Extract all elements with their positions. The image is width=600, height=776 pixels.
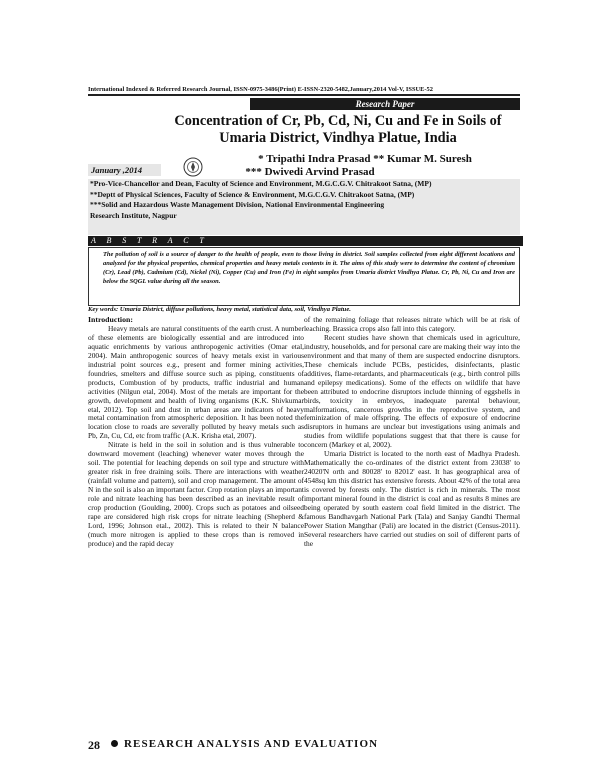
university-seal-icon bbox=[183, 157, 203, 177]
journal-header: International Indexed & Referred Research Journal, ISSN-0975-3486(Print) E-ISSN-2320-5482,January,2014 Vol-V, ISSUE-52 bbox=[88, 86, 433, 93]
authors-line-2: *** Dwivedi Arvind Prasad bbox=[245, 166, 375, 178]
abstract-box bbox=[88, 247, 520, 306]
paragraph: Recent studies have shown that chemicals used in agriculture, industry, households, and for personal care are making their way into the environment and that many of them are suspected endocrine disruptors. These chemicals include PCBs, pesticides, disinfectants, plastic additives, flame-retardants, and pharmaceuticals (e.g., birth control pills and epilepsy medications). Some of the effects on wildlife that have been attributed to endocrine disruptors include thinning of eggshells in birds, toxicity in embryos, inadequate parental behaviour, malformations, cancerous growths in the reproductive system, and feminization of male offspring. The effects of exposure of endocrine disruptors in humans are unclear but investigations using animals and studies from wildlife populations suggest that that there is cause for concern (Markey et al, 2002). bbox=[304, 332, 520, 450]
intro-heading: Introduction: bbox=[88, 315, 133, 324]
affiliation-4: Research Institute, Nagpur bbox=[90, 210, 177, 220]
affiliation-2: **Deptt of Physical Sciences, Faculty of Science & Environment, M.G.C.G.V. Chitrakoot Satna, (MP) bbox=[90, 189, 415, 199]
authors-line-1: * Tripathi Indra Prasad ** Kumar M. Suresh bbox=[258, 153, 472, 165]
abstract-heading: A B S T R A C T bbox=[88, 236, 523, 246]
abstract-text: The pollution of soil is a source of danger to the health of people, even to those living in district. Soil samples collected from eight different locations and analyzed for the physical properties, chemical properties and heavy metals contents in it. The aims of this study were to determine the content of chromium (Cr), Lead (Pb), Cadmium (Cd), Nickel (Ni), Copper (Cu) and Iron (Fe) in eight samples from Umaria district Vindhya Platue. Cr, Pb, Ni, Cu and Iron are below the SQGL value during all the season. bbox=[103, 251, 515, 285]
paragraph: Heavy metals are natural constituents of the earth crust. A number of these elements are biologically essential and are introduced into aquatic enrichments by various anthropogenic activities (Omar etal, 2004). Main anthropogenic sources of heavy metals exist in various industrial point sources e.g., present and former mining activities, foundries, smelters and diffuse source such as piping, constituents of products, Combustion of by products, traffic industrial and human activities (Nilgun etal, 2004). Most of the metals are important for the growth, development and health of living organisms (K.K. Shivkumar etal, 2012). Top soil and dust in urban areas are indicators of heavy metal contamination from atmospheric deposition. It has been noted the location close to roads are severally polluted by heavy metals such as Pb, Zn, Cu, Cd, etc from traffic (A.K. Krisha etal, 2007). bbox=[88, 323, 304, 441]
affiliation-1: *Pro-Vice-Chancellor and Dean, Faculty of Science and Environment, M.G.C.G.V. Chitrakoot Satna, (MP) bbox=[90, 179, 432, 188]
body-column-left bbox=[88, 316, 304, 549]
keywords: Key words: Umaria District, diffuse pollutions, heavy metal, statistical data, soil, Vindhya Platue. bbox=[88, 306, 351, 313]
affiliation-3: ***Solid and Hazardous Waste Management Division, National Environmental Engineering bbox=[90, 200, 385, 210]
header-rule bbox=[88, 94, 520, 96]
footer-journal-title: RESEARCH ANALYSIS AND EVALUATION bbox=[124, 738, 379, 750]
paragraph: of the remaining foliage that releases nitrate which will be at risk of leaching. Brassica crops also fall into this category. bbox=[304, 315, 520, 333]
footer-bullet-icon bbox=[111, 740, 118, 747]
issue-date: January ,2014 bbox=[88, 164, 161, 176]
paragraph: Nitrate is held in the soil in solution and is thus vulnerable to downward movement (leaching) whenever water moves through the soil. The potential for leaching depends on soil type and structure with greater risk in free draining soils. There are interactions with weather (rainfall volume and pattern), soil and crop management. The amount of N in the soil is also an important factor. Crop rotation plays an important role and nitrate leaching has been described as an inevitable result of crop production (Goulding, 2000). Crops such as potatoes and oilseed rape are considered high risk crops for nitrate leaching (Shepherd & Lord, 1996; Johnson etal., 2002). This is related to their N balance (much more nitrogen is applied to these crops than is removed in produce) and the rapid decay bbox=[88, 440, 304, 548]
paper-title: Concentration of Cr, Pb, Cd, Ni, Cu and Fe in Soils of Umaria District, Vindhya Platue, India bbox=[174, 113, 502, 146]
paper-type-banner: Research Paper bbox=[250, 98, 520, 110]
page-number: 28 bbox=[88, 738, 100, 752]
paragraph: Umaria District is located to the north east of Madhya Pradesh. Mathematically the co-ordinates of the district extent from 23038' to 24020'N orth and 80028' to 82012' east. It has geographical area of 4548sq km this district has extensive forests. About 42% of the total area is covered by forests only. The district is rich in minerals. The most important mineral found in the district is coal and as results 8 mines are being operated by south eastern coal field limited in the district. The famous Bandhavgarh National Park (Tala) and Sanjay Gandhi Thermal Power Station Mangthar (Pali) are located in the district (Census-2011). Several researchers have carried out studies on soil of different parts of the bbox=[304, 449, 520, 548]
body-column-right bbox=[304, 316, 520, 549]
affiliations-box bbox=[88, 179, 520, 235]
